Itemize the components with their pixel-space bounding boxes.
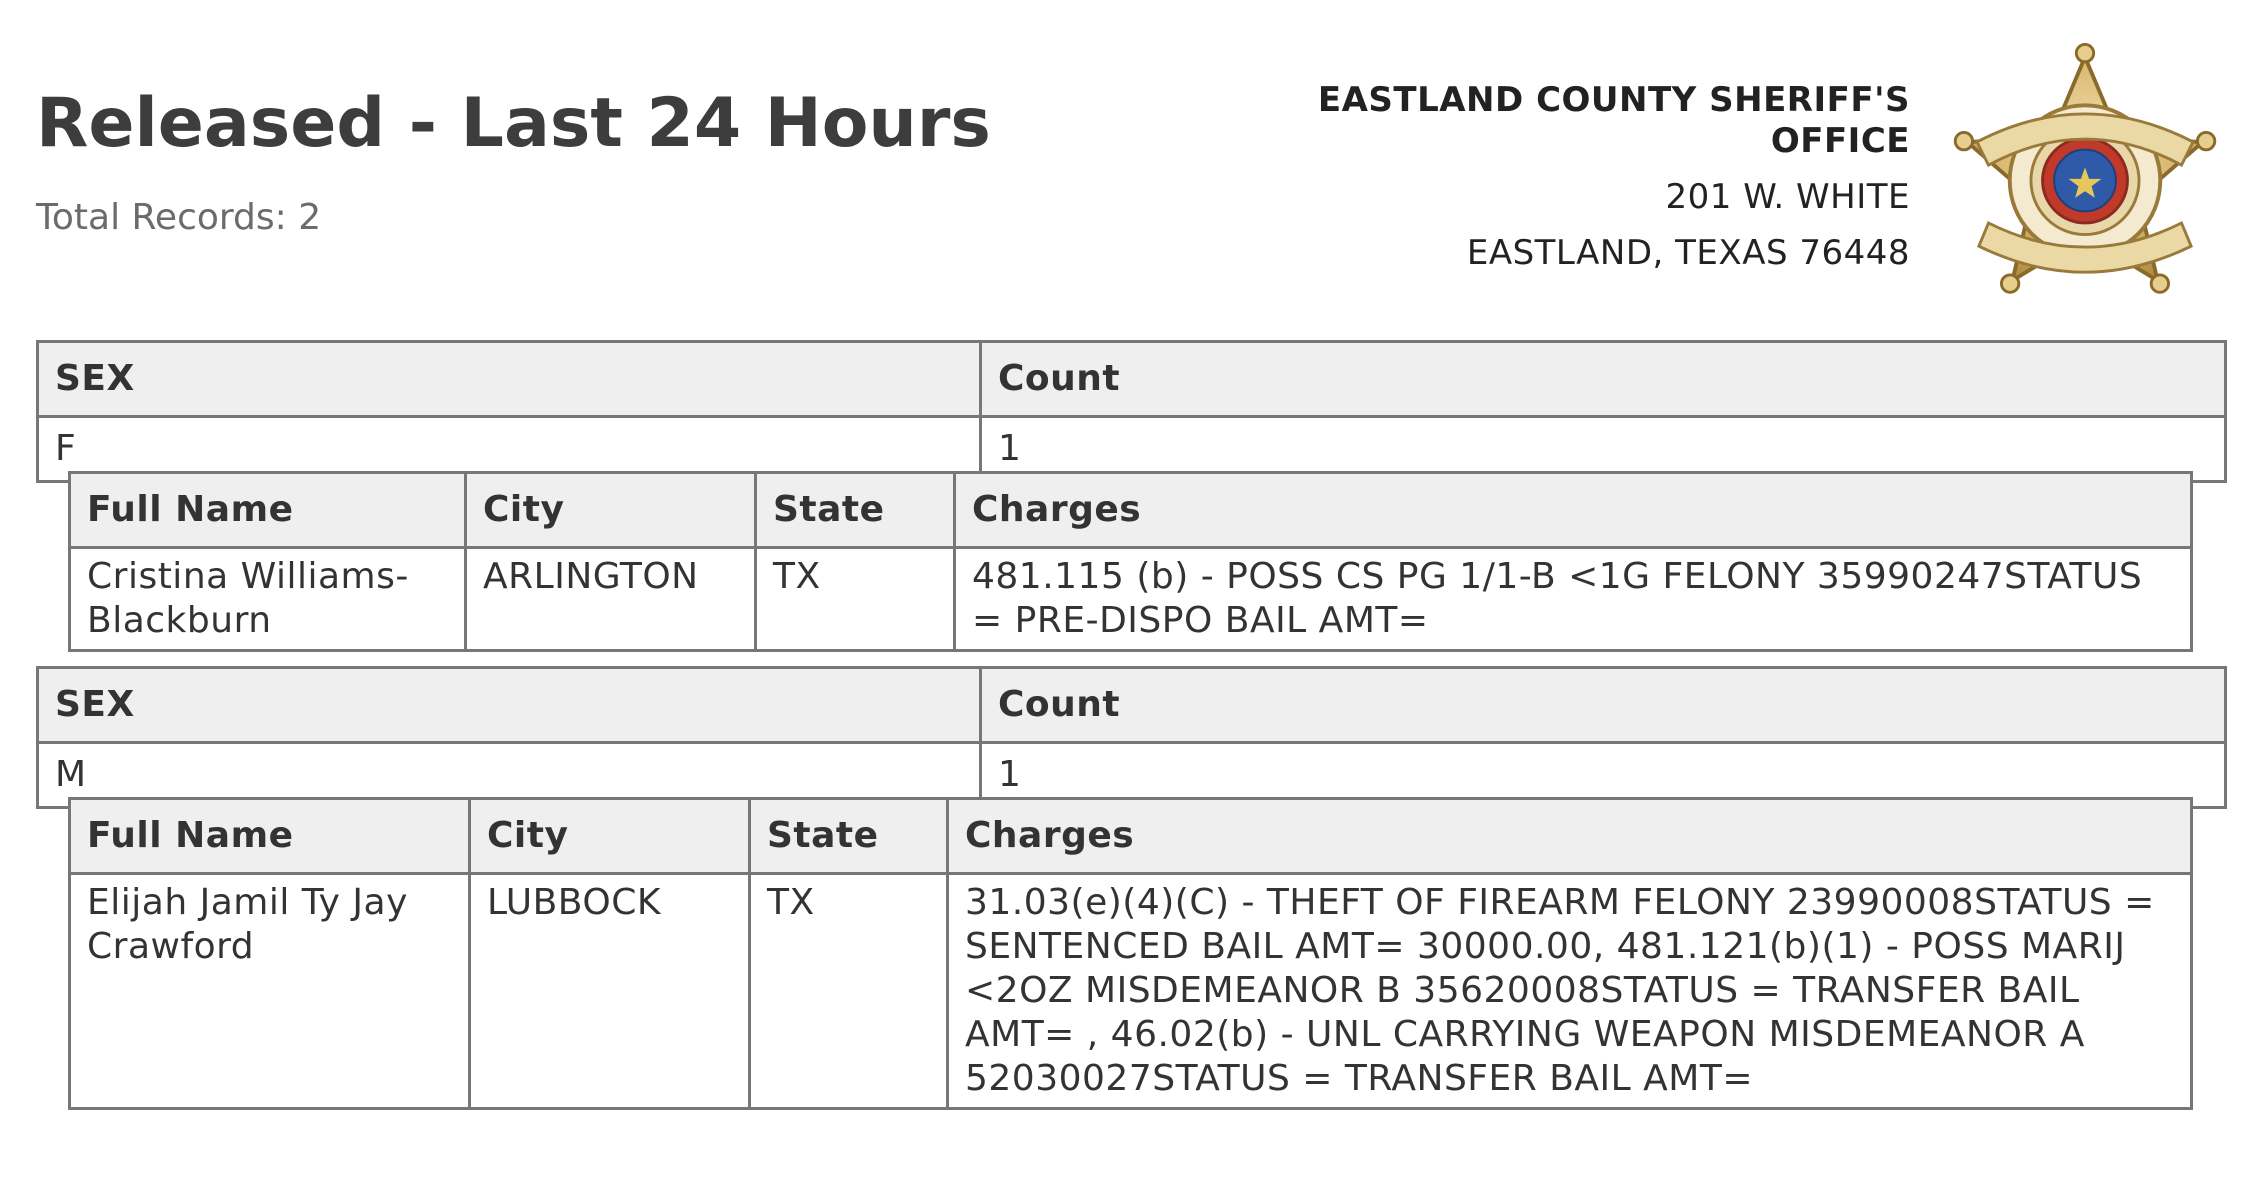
full-name-cell: Cristina Williams-Blackburn: [70, 548, 466, 651]
badge-star-tip: [1955, 132, 1972, 149]
count-column-header: Count: [981, 668, 2226, 743]
charges-column-header: Charges: [948, 799, 2192, 874]
release-records-table-m: [68, 797, 2193, 1110]
state-column-header: State: [750, 799, 948, 874]
state-cell: TX: [756, 548, 955, 651]
sheriff-star-badge-icon: [1940, 30, 2230, 305]
table-row: [70, 874, 2192, 1109]
total-records-count: Total Records: 2: [36, 197, 322, 238]
summary-header-row: [38, 668, 2226, 743]
city-column-header: City: [470, 799, 750, 874]
sex-summary-table-m: [36, 666, 2227, 809]
count-value: 1: [981, 417, 2226, 482]
sex-summary-table-f: [36, 340, 2227, 483]
page-title: Released - Last 24 Hours: [36, 84, 991, 163]
release-records-table-f: [68, 471, 2193, 652]
count-value: 1: [981, 743, 2226, 808]
full-name-column-header: Full Name: [70, 473, 466, 548]
badge-star-tip: [2197, 132, 2214, 149]
badge-star-tip: [2151, 275, 2168, 292]
summary-header-row: [38, 342, 2226, 417]
badge-star-tip: [2076, 44, 2093, 61]
agency-address-line1: 201 W. WHITE: [1665, 177, 1910, 217]
table-row: [70, 548, 2192, 651]
sex-value: M: [38, 743, 981, 808]
charges-cell: 31.03(e)(4)(C) - THEFT OF FIREARM FELONY 23990008STATUS = SENTENCED BAIL AMT= 30000.00, 481.121(b)(1) - POSS MARIJ <2OZ MISDEMEANOR B 35620008STATUS = TRANSFER BAIL AMT= , 46.02(b) - UNL CARRYING WEAPON MISDEMEANOR A 52030027STATUS = TRANSFER BAIL AMT=: [948, 874, 2192, 1109]
badge-star-tip: [2001, 275, 2018, 292]
city-cell: ARLINGTON: [466, 548, 756, 651]
count-column-header: Count: [981, 342, 2226, 417]
state-cell: TX: [750, 874, 948, 1109]
charges-cell: 481.115 (b) - POSS CS PG 1/1-B <1G FELONY 35990247STATUS = PRE-DISPO BAIL AMT=: [955, 548, 2192, 651]
city-column-header: City: [466, 473, 756, 548]
city-cell: LUBBOCK: [470, 874, 750, 1109]
sex-column-header: SEX: [38, 668, 981, 743]
full-name-cell: Elijah Jamil Ty Jay Crawford: [70, 874, 470, 1109]
sex-value: F: [38, 417, 981, 482]
sex-column-header: SEX: [38, 342, 981, 417]
charges-column-header: Charges: [955, 473, 2192, 548]
full-name-column-header: Full Name: [70, 799, 470, 874]
detail-header-row: [70, 473, 2192, 548]
state-column-header: State: [756, 473, 955, 548]
agency-name: [1150, 80, 1910, 162]
agency-name-line2: OFFICE: [1770, 121, 1910, 161]
detail-header-row: [70, 799, 2192, 874]
agency-info: [1150, 80, 1910, 273]
agency-address-line2: EASTLAND, TEXAS 76448: [1466, 233, 1910, 273]
agency-name-line1: EASTLAND COUNTY SHERIFF'S: [1317, 80, 1910, 120]
